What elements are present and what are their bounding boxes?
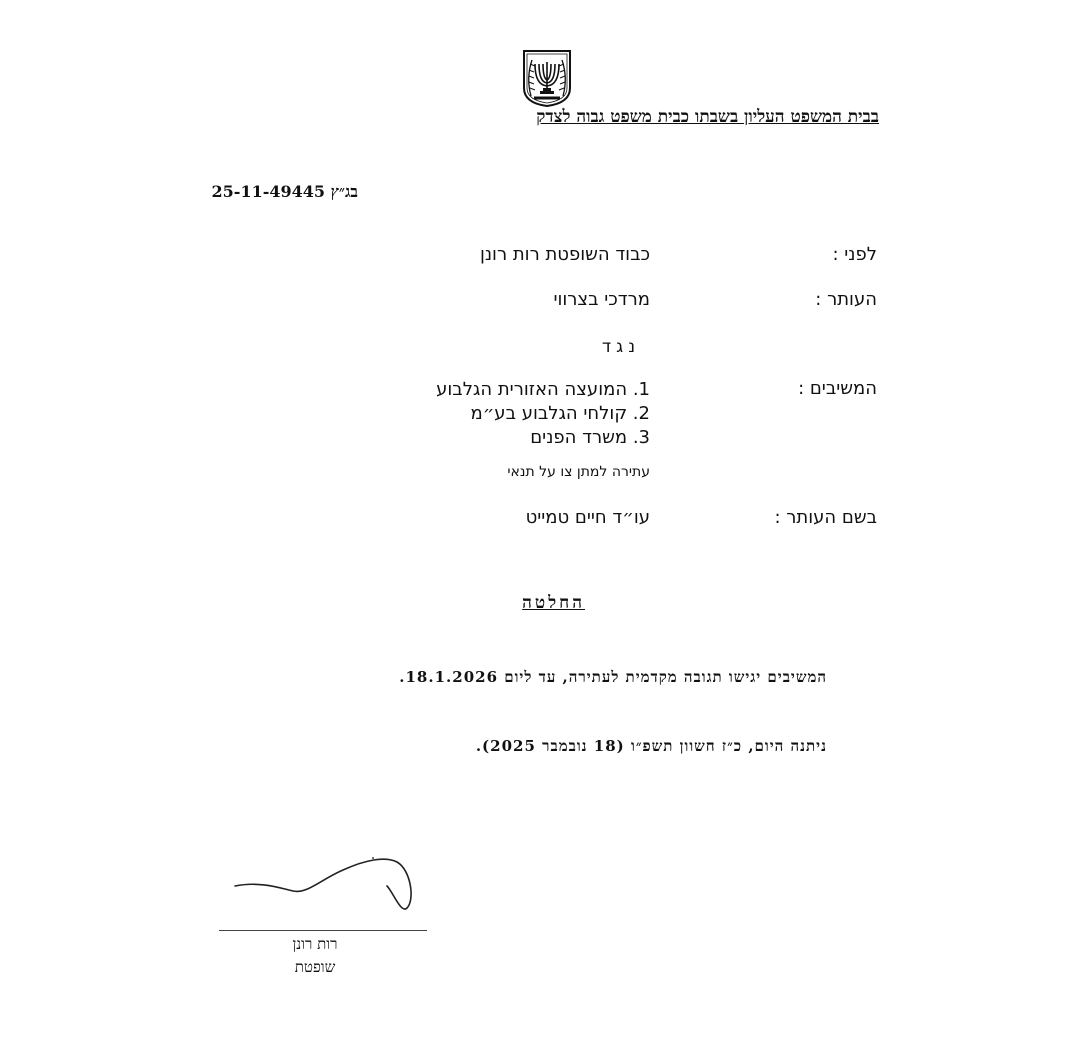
respondents-label: המשיבים : bbox=[798, 378, 877, 399]
respondent-item: 2. קולחי הגלבוע בע״מ bbox=[470, 403, 650, 424]
court-title: בבית המשפט העליון בשבתו כבית משפט גבוה לצדק bbox=[536, 107, 879, 127]
judge-name: רות רונן bbox=[292, 935, 338, 953]
given-date-text: ניתנה היום, כ״ז חשוון תשפ״ו (18 נובמבר 2025). bbox=[475, 737, 827, 755]
petitioner-value: מרדכי בצרווי bbox=[553, 289, 650, 310]
menorah-emblem-icon bbox=[516, 48, 578, 108]
state-emblem bbox=[516, 48, 578, 108]
respondent-item: 1. המועצה האזורית הגלבוע bbox=[436, 379, 650, 400]
decision-title: החלטה bbox=[522, 593, 585, 613]
handwritten-signature bbox=[225, 848, 425, 918]
respondents-list bbox=[436, 378, 650, 450]
decision-text: המשיבים יגישו תגובה מקדמית לעתירה, עד ליום 18.1.2026. bbox=[399, 668, 827, 686]
versus-label: נגד bbox=[601, 337, 640, 357]
signature-line bbox=[219, 930, 427, 931]
counsel-label: בשם העותר : bbox=[774, 507, 877, 528]
counsel-value: עו״ד חיים טמייט bbox=[525, 507, 650, 528]
petitioner-label: העותר : bbox=[815, 289, 877, 310]
before-label: לפני : bbox=[832, 244, 877, 265]
before-value: כבוד השופטת רות רונן bbox=[479, 244, 650, 265]
respondent-item: 3. משרד הפנים bbox=[530, 427, 650, 448]
case-number: בג״ץ 25-11-49445 bbox=[211, 182, 358, 201]
petition-subject: עתירה למתן צו על תנאי bbox=[507, 464, 650, 480]
judge-title: שופטת bbox=[294, 958, 336, 976]
